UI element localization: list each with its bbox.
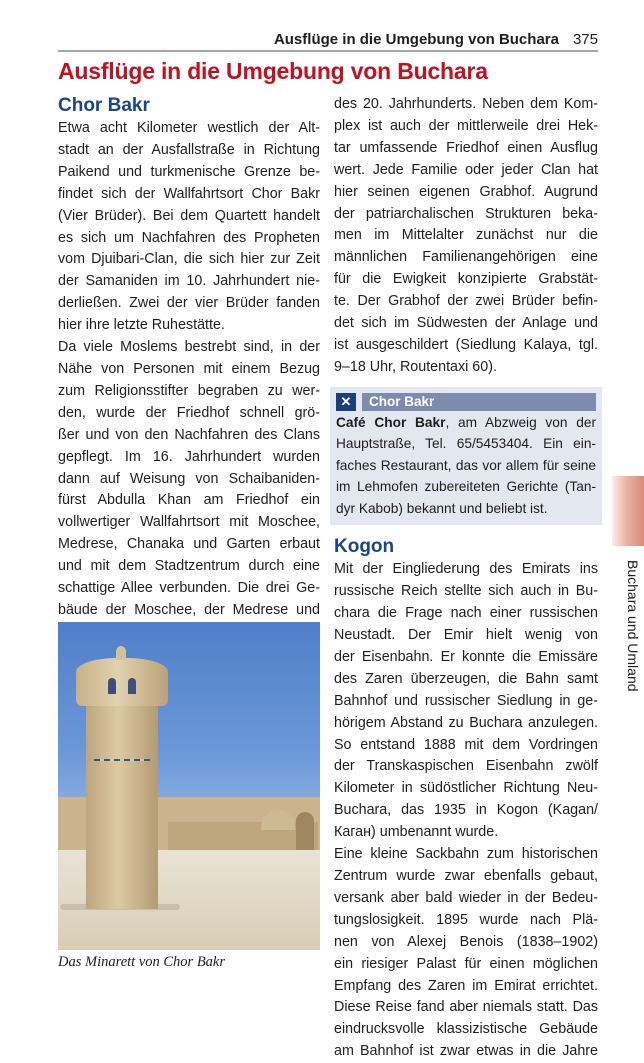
- text-line: Nähe von Personen mit einem Bezug: [58, 360, 320, 377]
- text-line: hier ihre letzte Ruhestätte.: [58, 317, 225, 334]
- text-line: Eine kleine Sackbahn zum historischen: [334, 846, 598, 863]
- page-number: 375: [572, 31, 598, 48]
- text-line: Empfang des Zaren im Emirat errichtet.: [334, 977, 598, 994]
- right-column: [334, 94, 598, 1063]
- text-line: Zentrum wurde zwar ebenfalls gebaut,: [334, 867, 598, 884]
- text-line: bäude der Moschee, der Medrese und: [58, 601, 320, 618]
- text-line: und mit dem Stadtzentrum durch eine: [58, 558, 320, 575]
- text-line: der Eisenbahn. Er konnte die Emissäre: [334, 648, 598, 665]
- paragraph: [334, 559, 598, 844]
- restaurant-icon: ✕: [336, 393, 356, 411]
- text-line: So entstand 1888 mit dem Vordringen: [334, 736, 598, 753]
- text-line: chara die Frage nach einer russischen: [334, 605, 598, 622]
- text-line: tungslosigkeit. 1895 wurde nach Plä-: [334, 911, 598, 928]
- text-line: des 20. Jahrhunderts. Neben dem Kom-: [334, 96, 598, 112]
- paragraph: [334, 844, 598, 1063]
- text-line: Neustadt. Der Emir hielt wenig von: [334, 627, 598, 643]
- infobox-text: [336, 412, 596, 520]
- text-line: nen von Alexej Benois (1838–1902): [334, 933, 598, 950]
- text-line: Medrese, Chanaka und Garten erbaut: [58, 536, 320, 553]
- text-line: plex ist auch der mittlerweile drei Hek-: [334, 117, 598, 134]
- text-line: wert. Jede Familie oder jeder Clan hat: [334, 161, 598, 178]
- text-line: versank aber bald wieder in der Bedeu-: [334, 889, 598, 906]
- restaurant-name: Café Chor Bakr: [336, 414, 446, 430]
- text-line: hier seinen eigenen Grabhof. Augrund: [334, 183, 598, 200]
- text-line: Mit der Eingliederung des Emirats ins: [334, 561, 598, 578]
- text-line: ist ausgeschildert (Siedlung Kalaya, tgl.: [334, 336, 598, 353]
- text-line: ßer und von den Nachfahren des Clans: [58, 426, 320, 443]
- text-line: russische Reich stellte sich auch in Bu-: [334, 583, 598, 600]
- text-line: Diese Reise fand aber niemals statt. Das: [334, 999, 598, 1016]
- text-line: zum Religionsstifter begraben zu wer-: [58, 382, 320, 399]
- text-line: der Transkaspischen Eisenbahn zwölf: [334, 758, 598, 775]
- text-line: für die Ewigkeit konzipierte Grabstät-: [334, 271, 598, 288]
- chapter-thumb-tab: [612, 476, 644, 546]
- section-heading-chor-bakr: Chor Bakr: [58, 95, 150, 116]
- text-line: des Zaren überzeugen, die Bahn samt: [334, 670, 598, 687]
- text-line: stadt an der Ausfallstraße in Richtung: [58, 141, 320, 158]
- chapter-thumb-label: Buchara und Umland: [625, 560, 641, 692]
- paragraph: [58, 337, 320, 666]
- text-line: männlichen Familienangehörigen eine: [334, 249, 598, 266]
- paragraph: [334, 94, 598, 379]
- text-line: Etwa acht Kilometer westlich der Alt-: [58, 120, 320, 136]
- text-line: Каган) umbenannt wurde.: [334, 824, 499, 841]
- text-line: [336, 412, 596, 434]
- text-line: am Bahnhof ist zwar etwas in die Jahre: [334, 1043, 598, 1060]
- text-line: dyr Kabob) bekannt und beliebt ist.: [336, 500, 548, 516]
- text-line: 9–18 Uhr, Routentaxi 60).: [334, 358, 497, 375]
- text-line: Bahnhof und russischer Siedlung in ge-: [334, 692, 598, 709]
- text-line: derließen. Zwei der vier Brüder fanden: [58, 295, 320, 312]
- section-heading-kogon: Kogon: [334, 536, 395, 558]
- text-line: im Lehmofen zubereiteten Gerichte (Tan-: [336, 479, 596, 495]
- text-line: Paikend und turkmenische Grenze be-: [58, 163, 320, 180]
- text-line: vollwertiger Wallfahrtsort mit Moschee,: [58, 514, 320, 531]
- text-fragment: , am Abzweig von der: [445, 414, 596, 430]
- restaurant-infobox: [330, 387, 602, 526]
- infobox-header: [336, 393, 596, 411]
- text-line: schattige Allee verbunden. Die drei Ge-: [58, 580, 320, 597]
- text-line: findet sich der Wallfahrtsort Chor Bakr: [58, 185, 320, 202]
- text-line: (Vier Brüder). Bei dem Quartett handelt: [58, 207, 320, 224]
- left-column: [58, 94, 320, 666]
- text-line: Da viele Moslems bestrebt sind, in der: [58, 339, 320, 356]
- text-line: der patriarchalischen Strukturen beka-: [334, 205, 598, 222]
- text-line: den, wurde der Friedhof schnell grö-: [58, 404, 320, 421]
- text-line: det sich im Südwesten der Anlage und: [334, 315, 598, 332]
- text-line: ein riesiger Palast für einen möglichen: [334, 955, 598, 972]
- text-line: Hauptstraße, Tel. 65/5453404. Ein ein-: [336, 436, 596, 452]
- photo-caption: Das Minarett von Chor Bakr: [58, 954, 226, 970]
- paragraph: [58, 118, 320, 337]
- text-line: Kilometer in südöstlicher Richtung Neu-: [334, 780, 598, 797]
- text-line: dann auf Weisung von Schaibaniden-: [58, 470, 320, 487]
- text-line: fürst Abdulla Khan am Friedhof ein: [58, 492, 320, 509]
- text-line: hörigem Abstand zu Buchara anzulegen.: [334, 714, 598, 731]
- minaret-photo: [58, 622, 320, 950]
- text-line: der Samaniden im 10. Jahrhundert nie-: [58, 273, 320, 290]
- text-line: vom Djuibari-Clan, die sich hier zur Zeit: [58, 251, 320, 268]
- text-line: faches Restaurant, das vor allem für seine: [336, 457, 596, 473]
- text-line: tar umfassende Friedhof einen Ausflug: [334, 139, 598, 156]
- chapter-title: Ausflüge in die Umgebung von Buchara: [58, 58, 488, 84]
- running-header-title: Ausflüge in die Umgebung von Buchara: [273, 31, 559, 48]
- text-line: gepflegt. Im 16. Jahrhundert wurden: [58, 448, 320, 465]
- infobox-title: Chor Bakr: [362, 393, 596, 411]
- text-line: te. Der Grabhof der zwei Brüder befin-: [334, 293, 598, 310]
- text-line: men im Mittelalter zunächst nur die: [334, 227, 598, 244]
- running-header: [58, 30, 598, 52]
- text-line: eindrucksvolle klassizistische Gebäude: [334, 1021, 598, 1038]
- text-line: es sich um Nachfahren des Propheten: [58, 229, 320, 246]
- text-line: Buchara, das 1935 in Kogon (Kagan/: [334, 802, 598, 819]
